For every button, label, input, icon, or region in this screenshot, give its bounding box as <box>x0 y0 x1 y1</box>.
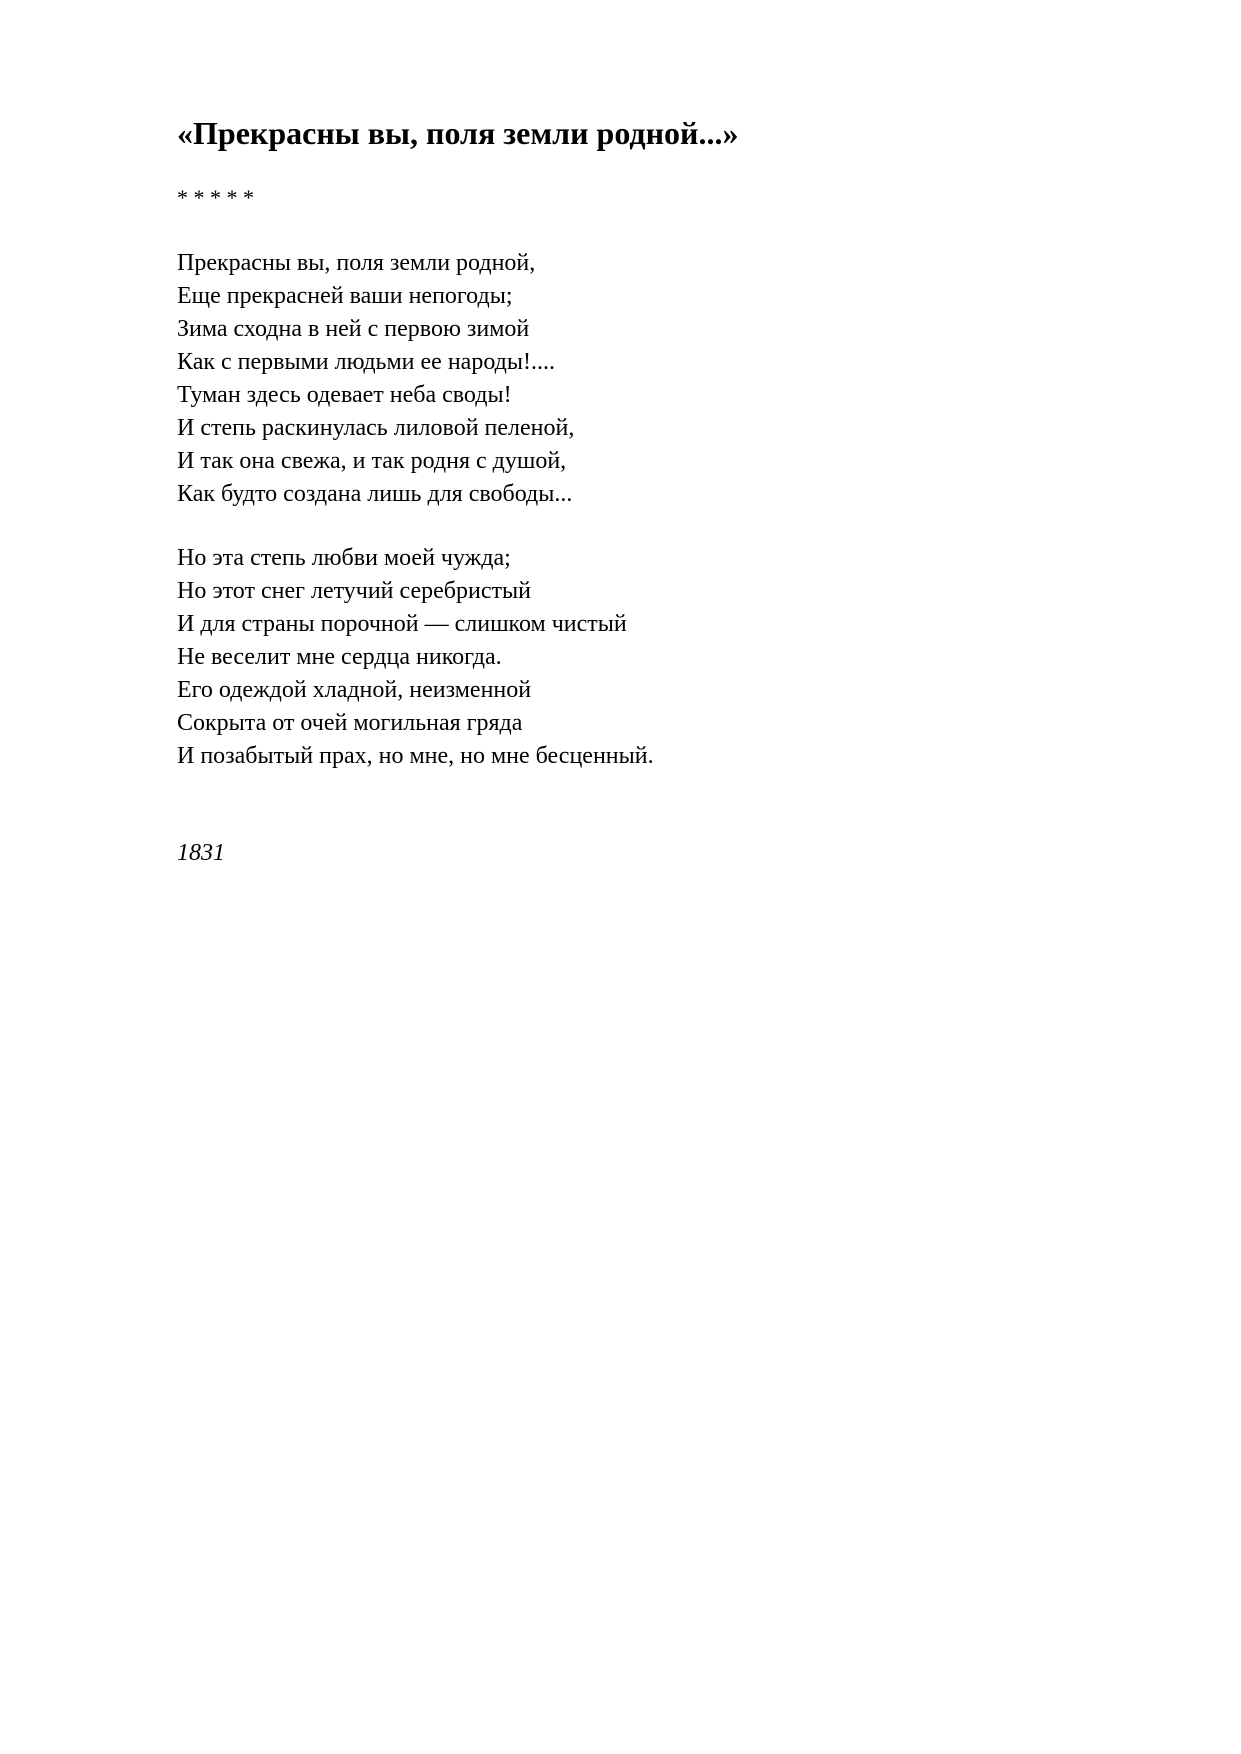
poem-line: Как будто создана лишь для свободы... <box>177 481 573 507</box>
poem-line: Не веселит мне сердца никогда. <box>177 644 502 670</box>
poem-line: Но этот снег летучий серебристый <box>177 578 531 604</box>
stanza-1 <box>177 247 574 511</box>
section-separator: * * * * * <box>177 185 254 210</box>
poem-line: Зима сходна в ней с первою зимой <box>177 316 530 342</box>
poem-line: И позабытый прах, но мне, но мне бесценный. <box>177 743 654 769</box>
poem-title: «Прекрасны вы, поля земли родной...» <box>177 115 739 151</box>
poem-line: Как с первыми людьми ее народы!.... <box>177 349 555 375</box>
poem-line: Его одеждой хладной, неизменной <box>177 677 532 703</box>
poem-line: Еще прекрасней ваши непогоды; <box>177 283 513 309</box>
poem-date: 1831 <box>177 840 225 866</box>
poem-line: Прекрасны вы, поля земли родной, <box>177 250 536 276</box>
poem-line: Сокрыта от очей могильная гряда <box>177 710 523 736</box>
poem-line: Но эта степь любви моей чужда; <box>177 545 511 571</box>
poem-line: И степь раскинулась лиловой пеленой, <box>177 415 575 441</box>
poem-line: И для страны порочной — слишком чистый <box>177 611 627 637</box>
poem-line: Туман здесь одевает неба своды! <box>177 382 512 408</box>
poem-line: И так она свежа, и так родня с душой, <box>177 448 567 474</box>
stanza-2 <box>177 542 654 773</box>
